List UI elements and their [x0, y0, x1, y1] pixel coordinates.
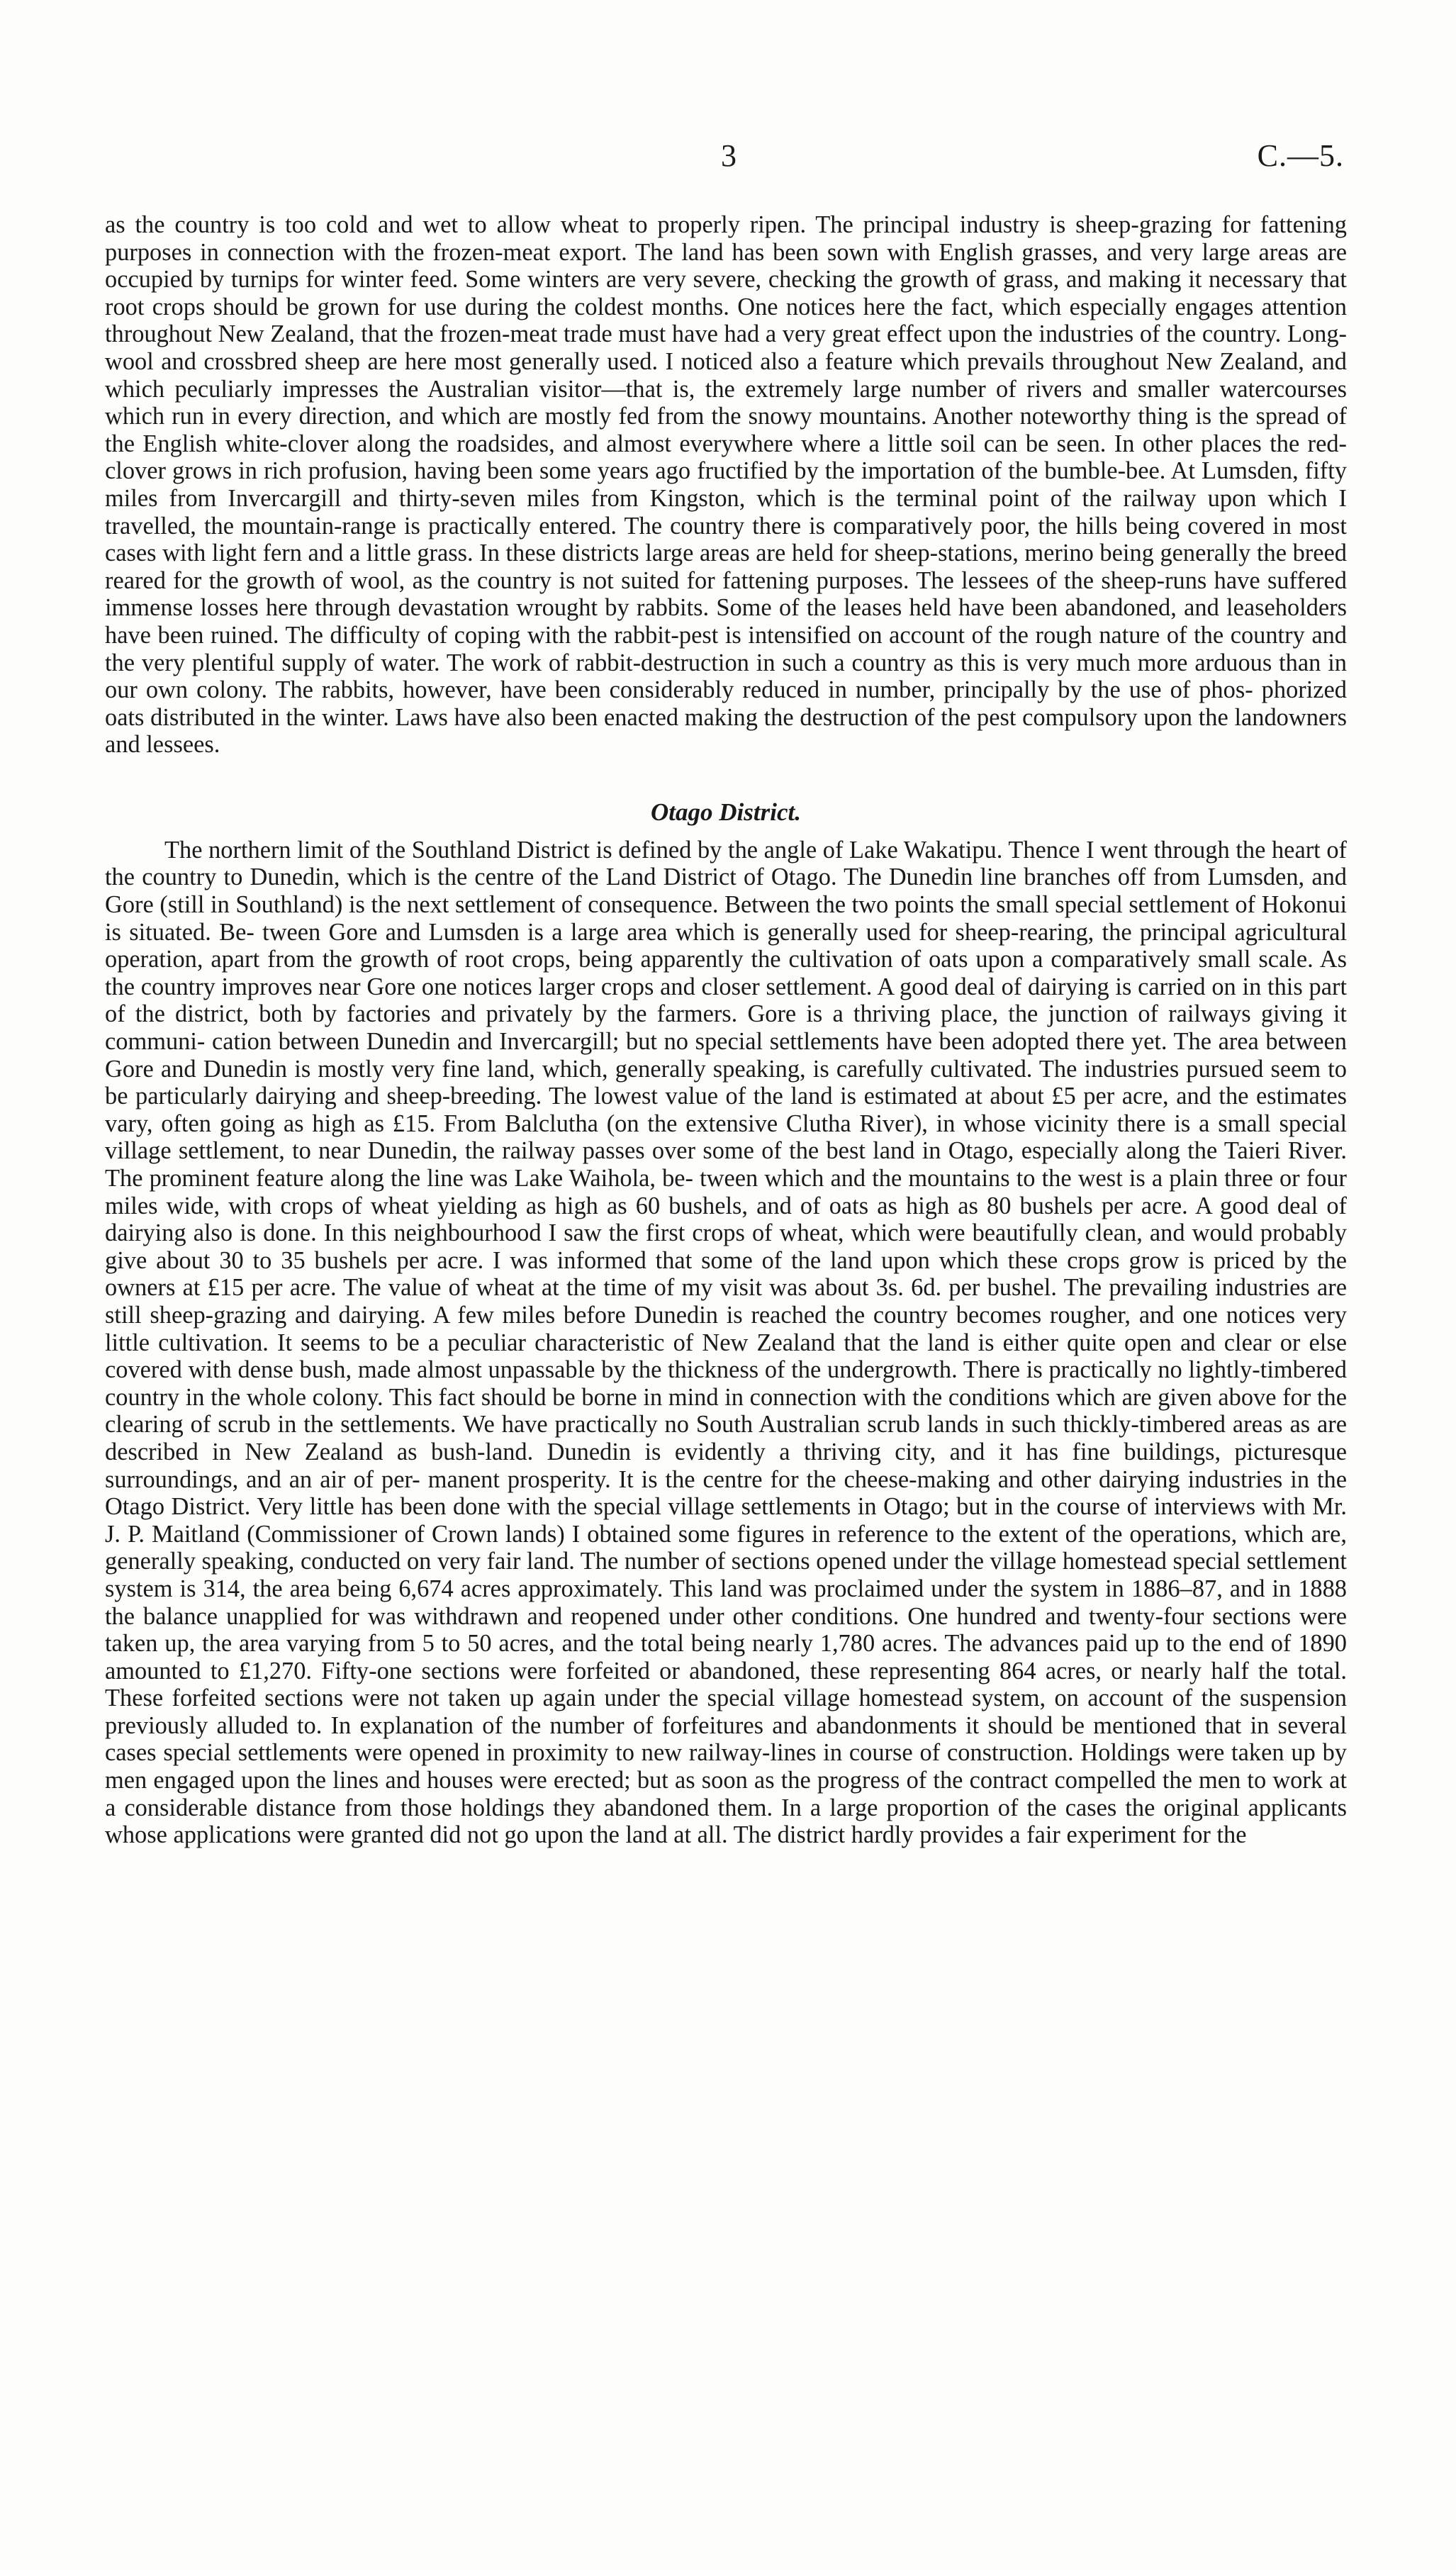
- paragraph-otago-district: The northern limit of the Southland District is defined by the angle of Lake Wakatipu. Thence I went through the heart of the country to Dunedin, which is the centre of the Land District of Otago. The Dunedin line branches off from Lumsden, and Gore (still in Southland) is the next settlement of consequence. Between the two points the small special settlement of Hokonui is situated. Be- tween Gore and Lumsden is a large area which is generally used for sheep-rearing, the principal agricultural operation, apart from the growth of root crops, being apparently the cultivation of oats upon a comparatively small scale. As the country improves near Gore one notices larger crops and closer settlement. A good deal of dairying is carried on in this part of the district, both by factories and privately by the farmers. Gore is a thriving place, the junction of railways giving it communi- cation between Dunedin and Invercargill; but no special settlements have been adopted there yet. The area between Gore and Dunedin is mostly very fine land, which, generally speaking, is carefully cultivated. The industries pursued seem to be particularly dairying and sheep-breeding. The lowest value of the land is estimated at about £5 per acre, and the estimates vary, often going as high as £15. From Balclutha (on the extensive Clutha River), in whose vicinity there is a small special village settlement, to near Dunedin, the railway passes over some of the best land in Otago, especially along the Taieri River. The prominent feature along the line was Lake Waihola, be- tween which and the mountains to the west is a plain three or four miles wide, with crops of wheat yielding as high as 60 bushels, and of oats as high as 80 bushels per acre. A good deal of dairying also is done. In this neighbourhood I saw the first crops of wheat, which were beautifully clean, and would probably give about 30 to 35 bushels per acre. I was informed that some of the land upon which these crops grow is priced by the owners at £15 per acre. The value of wheat at the time of my visit was about 3s. 6d. per bushel. The prevailing industries are still sheep-grazing and dairying. A few miles before Dunedin is reached the country becomes rougher, and one notices very little cultivation. It seems to be a peculiar characteristic of New Zealand that the land is either quite open and clear or else covered with dense bush, made almost unpassable by the thickness of the undergrowth. There is practically no lightly-timbered country in the whole colony. This fact should be borne in mind in connection with the conditions which are given above for the clearing of scrub in the settlements. We have practically no South Australian scrub lands in such thickly-timbered areas as are described in New Zealand as bush-land. Dunedin is evidently a thriving city, and it has fine buildings, picturesque surroundings, and an air of per- manent prosperity. It is the centre for the cheese-making and other dairying industries in the Otago District. Very little has been done with the special village settlements in Otago; but in the course of interviews with Mr. J. P. Maitland (Commissioner of Crown lands) I obtained some figures in reference to the extent of the operations, which are, generally speaking, conducted on very fair land. The number of sections opened under the village homestead special settlement system is 314, the area being 6,674 acres approximately. This land was proclaimed under the system in 1886–87, and in 1888 the balance unapplied for was withdrawn and reopened under other conditions. One hundred and twenty-four sections were taken up, the area varying from 5 to 50 acres, and the total being nearly 1,780 acres. The advances paid up to the end of 1890 amounted to £1,270. Fifty-one sections were forfeited or abandoned, these representing 864 acres, or nearly half the total. These forfeited sections were not taken up again under the special village homestead system, on account of the suspension previously alluded to. In explanation of the number of forfeitures and abandonments it should be mentioned that in several cases special settlements were opened in proximity to new railway-lines in course of construction. Holdings were taken up by men engaged upon the lines and houses were erected; but as soon as the progress of the contract compelled the men to work at a considerable distance from those holdings they abandoned them. In a large proportion of the cases the original applicants whose applications were granted did not go upon the land at all. The district hardly provides a fair experiment for the: [105, 836, 1347, 1849]
- paragraph-southland-continued: as the country is too cold and wet to allow wheat to properly ripen. The principal industry is sheep-grazing for fattening purposes in connection with the frozen-meat export. The land has been sown with English grasses, and very large areas are occupied by turnips for winter feed. Some winters are very severe, checking the growth of grass, and making it necessary that root crops should be grown for use during the coldest months. One notices here the fact, which especially engages attention throughout New Zealand, that the frozen-meat trade must have had a very great effect upon the industries of the country. Long-wool and crossbred sheep are here most generally used. I noticed also a feature which prevails throughout New Zealand, and which peculiarly impresses the Australian visitor—that is, the extremely large number of rivers and smaller watercourses which run in every direction, and which are mostly fed from the snowy mountains. Another noteworthy thing is the spread of the English white-clover along the roadsides, and almost everywhere where a little soil can be seen. In other places the red-clover grows in rich profusion, having been some years ago fructified by the importation of the bumble-bee. At Lumsden, fifty miles from Invercargill and thirty-seven miles from Kingston, which is the terminal point of the railway upon which I travelled, the mountain-range is practically entered. The country there is comparatively poor, the hills being covered in most cases with light fern and a little grass. In these districts large areas are held for sheep-stations, merino being generally the breed reared for the growth of wool, as the country is not suited for fattening purposes. The lessees of the sheep-runs have suffered immense losses here through devastation wrought by rabbits. Some of the leases held have been abandoned, and leaseholders have been ruined. The difficulty of coping with the rabbit-pest is intensified on account of the rough nature of the country and the very plentiful supply of water. The work of rabbit-destruction in such a country as this is very much more arduous than in our own colony. The rabbits, however, have been considerably reduced in number, principally by the use of phos- phorized oats distributed in the winter. Laws have also been enacted making the destruction of the pest compulsory upon the landowners and lessees.: [105, 211, 1347, 759]
- section-heading-otago: Otago District.: [651, 798, 801, 826]
- body-text: [105, 211, 1347, 1849]
- page-number: 3: [721, 138, 737, 173]
- document-reference: C.—5.: [1257, 138, 1344, 173]
